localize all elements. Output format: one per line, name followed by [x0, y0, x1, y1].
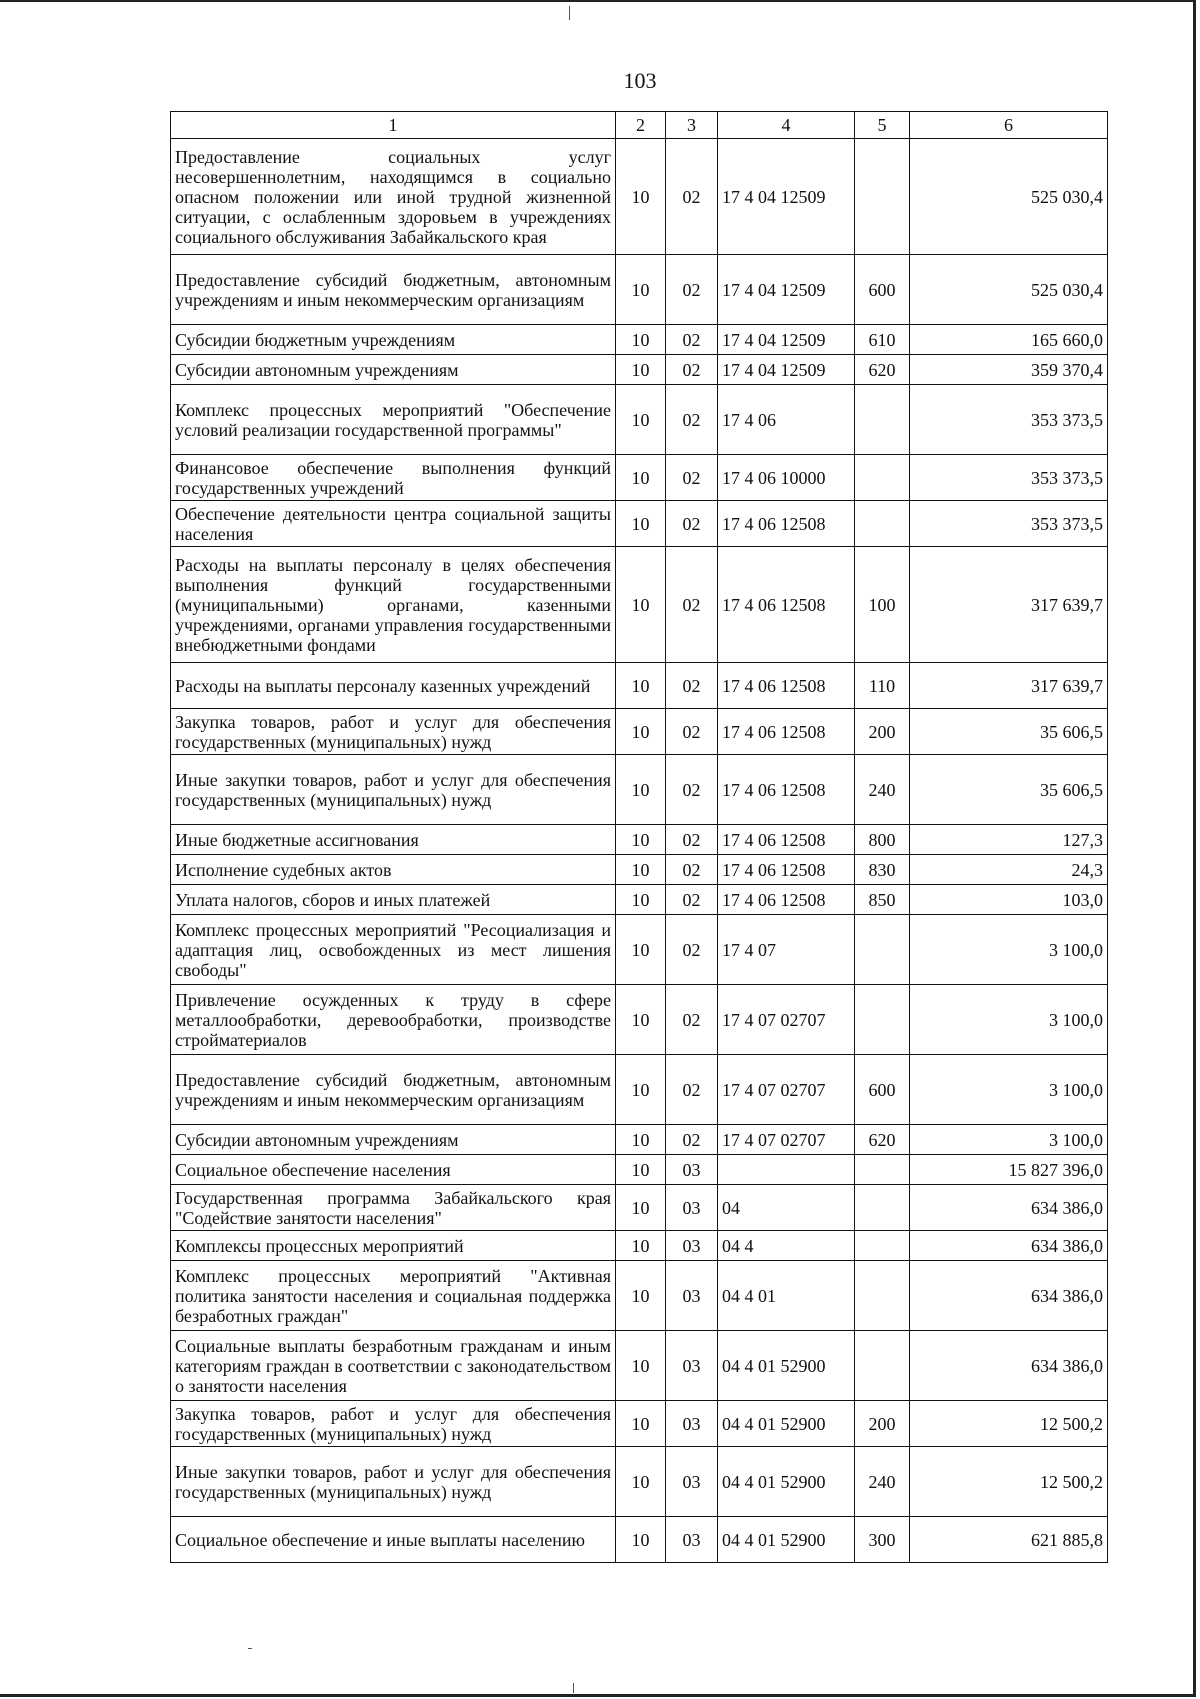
row-amount-cell: 621 885,8 — [910, 1517, 1108, 1563]
row-section-cell: 10 — [616, 915, 666, 985]
row-expense-type-cell: 600 — [855, 1055, 910, 1125]
row-target-article-cell: 17 4 04 12509 — [718, 355, 855, 385]
row-amount-cell: 634 386,0 — [910, 1185, 1108, 1231]
row-amount-cell: 3 100,0 — [910, 1055, 1108, 1125]
row-subsection-cell: 03 — [666, 1517, 718, 1563]
table-header-row — [171, 112, 1108, 139]
row-target-article-cell: 17 4 06 12508 — [718, 885, 855, 915]
row-amount-cell: 35 606,5 — [910, 709, 1108, 755]
row-expense-type-cell — [855, 985, 910, 1055]
row-expense-type-cell: 620 — [855, 355, 910, 385]
row-target-article-cell: 17 4 07 02707 — [718, 1055, 855, 1125]
row-target-article-cell: 04 4 01 52900 — [718, 1517, 855, 1563]
row-amount-cell: 12 500,2 — [910, 1401, 1108, 1447]
page-number: 103 — [623, 68, 657, 93]
table-body — [171, 139, 1108, 1563]
row-amount-cell: 634 386,0 — [910, 1331, 1108, 1401]
table-row — [171, 1231, 1108, 1261]
row-expense-type-cell: 620 — [855, 1125, 910, 1155]
scan-mark-dot — [248, 1648, 252, 1649]
row-subsection-cell: 02 — [666, 325, 718, 355]
row-section-cell: 10 — [616, 385, 666, 455]
row-name-cell: Закупка товаров, работ и услуг для обеспечения государственных (муниципальных) нужд — [171, 709, 616, 755]
row-name-cell: Комплекс процессных мероприятий "Активная политика занятости населения и социальная поддержка безработных граждан" — [171, 1261, 616, 1331]
row-target-article-cell: 17 4 04 12509 — [718, 255, 855, 325]
row-target-article-cell: 17 4 06 10000 — [718, 455, 855, 501]
table-row — [171, 825, 1108, 855]
row-section-cell: 10 — [616, 709, 666, 755]
row-section-cell: 10 — [616, 663, 666, 709]
row-amount-cell: 3 100,0 — [910, 1125, 1108, 1155]
row-subsection-cell: 02 — [666, 455, 718, 501]
row-amount-cell: 353 373,5 — [910, 385, 1108, 455]
row-expense-type-cell: 300 — [855, 1517, 910, 1563]
row-target-article-cell: 04 — [718, 1185, 855, 1231]
row-name-cell: Уплата налогов, сборов и иных платежей — [171, 885, 616, 915]
row-expense-type-cell: 240 — [855, 755, 910, 825]
row-section-cell: 10 — [616, 825, 666, 855]
table-row — [171, 985, 1108, 1055]
row-amount-cell: 35 606,5 — [910, 755, 1108, 825]
row-target-article-cell: 04 4 01 52900 — [718, 1331, 855, 1401]
row-amount-cell: 3 100,0 — [910, 985, 1108, 1055]
row-subsection-cell: 02 — [666, 663, 718, 709]
table-row — [171, 547, 1108, 663]
row-target-article-cell: 17 4 07 02707 — [718, 1125, 855, 1155]
table-row — [171, 709, 1108, 755]
row-section-cell: 10 — [616, 1231, 666, 1261]
row-name-cell: Предоставление субсидий бюджетным, автономным учреждениям и иным некоммерческим организациям — [171, 255, 616, 325]
row-subsection-cell: 02 — [666, 385, 718, 455]
row-expense-type-cell — [855, 1231, 910, 1261]
row-target-article-cell: 04 4 01 52900 — [718, 1401, 855, 1447]
row-expense-type-cell: 100 — [855, 547, 910, 663]
row-amount-cell: 15 827 396,0 — [910, 1155, 1108, 1185]
header-col-6: 6 — [910, 112, 1108, 139]
row-amount-cell: 317 639,7 — [910, 547, 1108, 663]
row-section-cell: 10 — [616, 501, 666, 547]
row-subsection-cell: 02 — [666, 255, 718, 325]
row-expense-type-cell — [855, 1155, 910, 1185]
table-row — [171, 325, 1108, 355]
row-section-cell: 10 — [616, 1517, 666, 1563]
table-row — [171, 663, 1108, 709]
row-section-cell: 10 — [616, 139, 666, 255]
row-expense-type-cell — [855, 385, 910, 455]
row-name-cell: Комплекс процессных мероприятий "Ресоциализация и адаптация лиц, освобожденных из мест лишения свободы" — [171, 915, 616, 985]
row-name-cell: Иные бюджетные ассигнования — [171, 825, 616, 855]
row-section-cell: 10 — [616, 855, 666, 885]
row-amount-cell: 24,3 — [910, 855, 1108, 885]
table-row — [171, 885, 1108, 915]
header-col-5: 5 — [855, 112, 910, 139]
row-name-cell: Комплексы процессных мероприятий — [171, 1231, 616, 1261]
row-section-cell: 10 — [616, 885, 666, 915]
row-subsection-cell: 02 — [666, 825, 718, 855]
row-target-article-cell: 17 4 04 12509 — [718, 325, 855, 355]
row-amount-cell: 525 030,4 — [910, 139, 1108, 255]
row-amount-cell: 3 100,0 — [910, 915, 1108, 985]
row-name-cell: Расходы на выплаты персоналу в целях обеспечения выполнения функций государственными (муниципальными) органами, казенными учреждениями, органами управления государственными внебюджетными фондами — [171, 547, 616, 663]
row-section-cell: 10 — [616, 455, 666, 501]
row-amount-cell: 165 660,0 — [910, 325, 1108, 355]
row-section-cell: 10 — [616, 1125, 666, 1155]
row-amount-cell: 317 639,7 — [910, 663, 1108, 709]
row-amount-cell: 12 500,2 — [910, 1447, 1108, 1517]
row-target-article-cell: 17 4 06 12508 — [718, 547, 855, 663]
row-section-cell: 10 — [616, 355, 666, 385]
row-expense-type-cell — [855, 915, 910, 985]
row-name-cell: Закупка товаров, работ и услуг для обеспечения государственных (муниципальных) нужд — [171, 1401, 616, 1447]
row-name-cell: Социальное обеспечение населения — [171, 1155, 616, 1185]
row-subsection-cell: 02 — [666, 1055, 718, 1125]
row-amount-cell: 103,0 — [910, 885, 1108, 915]
table-row — [171, 1055, 1108, 1125]
row-target-article-cell: 17 4 06 12508 — [718, 855, 855, 885]
row-amount-cell: 359 370,4 — [910, 355, 1108, 385]
row-subsection-cell: 02 — [666, 709, 718, 755]
row-target-article-cell: 04 4 — [718, 1231, 855, 1261]
row-subsection-cell: 03 — [666, 1261, 718, 1331]
row-target-article-cell: 17 4 07 — [718, 915, 855, 985]
header-col-3: 3 — [666, 112, 718, 139]
row-amount-cell: 634 386,0 — [910, 1231, 1108, 1261]
row-expense-type-cell: 850 — [855, 885, 910, 915]
row-expense-type-cell — [855, 455, 910, 501]
row-name-cell: Исполнение судебных актов — [171, 855, 616, 885]
row-subsection-cell: 02 — [666, 985, 718, 1055]
row-amount-cell: 525 030,4 — [910, 255, 1108, 325]
row-subsection-cell: 02 — [666, 501, 718, 547]
table-row — [171, 501, 1108, 547]
table-row — [171, 385, 1108, 455]
row-section-cell: 10 — [616, 1331, 666, 1401]
row-name-cell: Субсидии бюджетным учреждениям — [171, 325, 616, 355]
row-name-cell: Иные закупки товаров, работ и услуг для обеспечения государственных (муниципальных) нужд — [171, 1447, 616, 1517]
row-subsection-cell: 03 — [666, 1185, 718, 1231]
row-section-cell: 10 — [616, 985, 666, 1055]
row-subsection-cell: 03 — [666, 1231, 718, 1261]
row-subsection-cell: 02 — [666, 547, 718, 663]
row-expense-type-cell: 800 — [855, 825, 910, 855]
row-target-article-cell: 17 4 06 12508 — [718, 663, 855, 709]
row-name-cell: Социальные выплаты безработным гражданам и иным категориям граждан в соответствии с законодательством о занятости населения — [171, 1331, 616, 1401]
row-target-article-cell: 04 4 01 — [718, 1261, 855, 1331]
row-subsection-cell: 02 — [666, 355, 718, 385]
row-subsection-cell: 03 — [666, 1447, 718, 1517]
row-name-cell: Обеспечение деятельности центра социальной защиты населения — [171, 501, 616, 547]
row-expense-type-cell — [855, 1185, 910, 1231]
row-target-article-cell — [718, 1155, 855, 1185]
table-row — [171, 1261, 1108, 1331]
row-name-cell: Субсидии автономным учреждениям — [171, 1125, 616, 1155]
row-expense-type-cell — [855, 501, 910, 547]
row-target-article-cell: 17 4 07 02707 — [718, 985, 855, 1055]
row-expense-type-cell — [855, 1261, 910, 1331]
row-section-cell: 10 — [616, 1155, 666, 1185]
row-amount-cell: 353 373,5 — [910, 455, 1108, 501]
row-subsection-cell: 02 — [666, 915, 718, 985]
table-row — [171, 1155, 1108, 1185]
row-name-cell: Комплекс процессных мероприятий "Обеспечение условий реализации государственной программы" — [171, 385, 616, 455]
row-expense-type-cell: 610 — [855, 325, 910, 355]
row-target-article-cell: 17 4 06 12508 — [718, 755, 855, 825]
row-amount-cell: 634 386,0 — [910, 1261, 1108, 1331]
table-row — [171, 1447, 1108, 1517]
row-name-cell: Государственная программа Забайкальского края "Содействие занятости населения" — [171, 1185, 616, 1231]
row-section-cell: 10 — [616, 325, 666, 355]
scan-mark-top — [569, 6, 570, 20]
row-target-article-cell: 17 4 06 12508 — [718, 709, 855, 755]
row-section-cell: 10 — [616, 1401, 666, 1447]
table-row — [171, 915, 1108, 985]
row-name-cell: Иные закупки товаров, работ и услуг для обеспечения государственных (муниципальных) нужд — [171, 755, 616, 825]
row-name-cell: Социальное обеспечение и иные выплаты населению — [171, 1517, 616, 1563]
row-subsection-cell: 03 — [666, 1331, 718, 1401]
row-section-cell: 10 — [616, 1185, 666, 1231]
row-subsection-cell: 02 — [666, 855, 718, 885]
table-row — [171, 455, 1108, 501]
budget-table — [170, 111, 1108, 1563]
row-subsection-cell: 02 — [666, 139, 718, 255]
header-col-2: 2 — [616, 112, 666, 139]
table-row — [171, 1125, 1108, 1155]
row-section-cell: 10 — [616, 255, 666, 325]
row-section-cell: 10 — [616, 755, 666, 825]
row-name-cell: Расходы на выплаты персоналу казенных учреждений — [171, 663, 616, 709]
row-amount-cell: 127,3 — [910, 825, 1108, 855]
row-section-cell: 10 — [616, 1447, 666, 1517]
table-row — [171, 1517, 1108, 1563]
row-subsection-cell: 02 — [666, 885, 718, 915]
row-subsection-cell: 03 — [666, 1155, 718, 1185]
row-subsection-cell: 03 — [666, 1401, 718, 1447]
row-target-article-cell: 04 4 01 52900 — [718, 1447, 855, 1517]
table-row — [171, 1331, 1108, 1401]
header-col-1: 1 — [171, 112, 616, 139]
table-row — [171, 1401, 1108, 1447]
row-section-cell: 10 — [616, 1261, 666, 1331]
row-name-cell: Субсидии автономным учреждениям — [171, 355, 616, 385]
row-target-article-cell: 17 4 06 12508 — [718, 501, 855, 547]
row-expense-type-cell: 830 — [855, 855, 910, 885]
header-col-4: 4 — [718, 112, 855, 139]
row-target-article-cell: 17 4 06 — [718, 385, 855, 455]
row-name-cell: Предоставление субсидий бюджетным, автономным учреждениям и иным некоммерческим организациям — [171, 1055, 616, 1125]
table-row — [171, 355, 1108, 385]
row-expense-type-cell — [855, 139, 910, 255]
row-expense-type-cell: 110 — [855, 663, 910, 709]
row-name-cell: Предоставление социальных услуг несовершеннолетним, находящимся в социально опасном положении или иной трудной жизненной ситуации, с ослабленным здоровьем в учреждениях социального обслуживания Забайкальского края — [171, 139, 616, 255]
row-expense-type-cell — [855, 1331, 910, 1401]
table-row — [171, 139, 1108, 255]
row-expense-type-cell: 200 — [855, 1401, 910, 1447]
row-amount-cell: 353 373,5 — [910, 501, 1108, 547]
row-section-cell: 10 — [616, 1055, 666, 1125]
row-expense-type-cell: 600 — [855, 255, 910, 325]
table-row — [171, 255, 1108, 325]
row-name-cell: Привлечение осужденных к труду в сфере металлообработки, деревообработки, производстве стройматериалов — [171, 985, 616, 1055]
row-subsection-cell: 02 — [666, 1125, 718, 1155]
row-section-cell: 10 — [616, 547, 666, 663]
table-row — [171, 855, 1108, 885]
row-name-cell: Финансовое обеспечение выполнения функций государственных учреждений — [171, 455, 616, 501]
table-row — [171, 755, 1108, 825]
row-target-article-cell: 17 4 04 12509 — [718, 139, 855, 255]
row-target-article-cell: 17 4 06 12508 — [718, 825, 855, 855]
row-subsection-cell: 02 — [666, 755, 718, 825]
row-expense-type-cell: 240 — [855, 1447, 910, 1517]
row-expense-type-cell: 200 — [855, 709, 910, 755]
table-row — [171, 1185, 1108, 1231]
scan-mark-bottom — [573, 1683, 574, 1693]
